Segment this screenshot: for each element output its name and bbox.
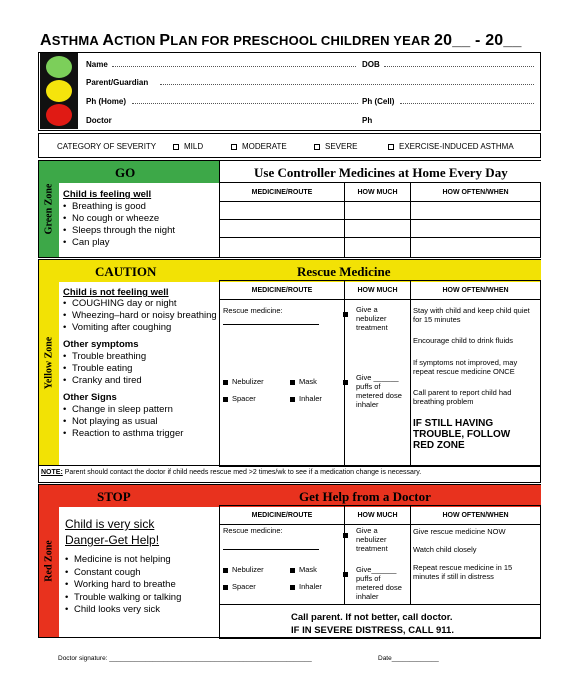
- parent-field[interactable]: [160, 77, 534, 85]
- yellow-rescue-line[interactable]: [223, 324, 319, 325]
- col-medicine: MEDICINE/ROUTE: [219, 182, 345, 202]
- severity-label: CATEGORY OF SEVERITY: [57, 142, 157, 151]
- red-rescue-line[interactable]: [223, 549, 319, 550]
- red-call-2: IF IN SEVERE DISTRESS, CALL 911.: [291, 625, 454, 636]
- list-item: • Change in sleep pattern: [63, 404, 218, 416]
- doctor-label: Doctor: [86, 116, 112, 125]
- col-medicine: MEDICINE/ROUTE: [219, 280, 345, 300]
- green-zone: [38, 160, 541, 258]
- yellow-when-4: Call parent to report child had breathing problem: [413, 388, 512, 406]
- doctor-ph-label: Ph: [362, 116, 373, 125]
- yellow-symptoms: [63, 287, 218, 440]
- list-item: • Trouble walking or talking: [65, 592, 215, 605]
- green-subtitle: Child is feeling well: [63, 189, 152, 200]
- checkbox-icon: [173, 144, 179, 150]
- green-often-cell-2[interactable]: [410, 219, 541, 238]
- name-field[interactable]: [112, 59, 356, 67]
- red-inhaler-check[interactable]: Inhaler: [290, 582, 322, 591]
- severity-mild[interactable]: MILD: [173, 142, 203, 151]
- page-title: ASTHMA ACTION PLAN FOR PRESCHOOL CHILDREN YEAR 20__ - 20__: [40, 32, 522, 49]
- caution-header: CAUTION Rescue Medicine: [59, 260, 541, 282]
- green-med-cell-2[interactable]: [219, 219, 345, 238]
- green-much-cell-1[interactable]: [344, 201, 411, 220]
- dob-label: DOB: [362, 60, 380, 69]
- green-often-cell-1[interactable]: [410, 201, 541, 220]
- red-check-2[interactable]: [343, 566, 352, 584]
- col-how-often: HOW OFTEN/WHEN: [410, 505, 541, 525]
- yellow-inhaler-check[interactable]: Inhaler: [290, 394, 322, 403]
- red-how-much-1: Give a nebulizer treatment: [356, 526, 388, 553]
- yellow-nebulizer-check[interactable]: Nebulizer: [223, 377, 264, 386]
- col-how-much: HOW MUCH: [344, 280, 411, 300]
- list-item: • Medicine is not helping: [65, 554, 215, 567]
- checkbox-icon: [290, 585, 295, 590]
- list-item: • Constant cough: [65, 567, 215, 580]
- severity-moderate[interactable]: MODERATE: [231, 142, 287, 151]
- list-item: • Reaction to asthma trigger: [63, 428, 218, 440]
- yellow-subtitle: Child is not feeling well: [63, 287, 169, 298]
- yellow-how-much-1: Give a nebulizer treatment: [356, 305, 388, 332]
- list-item: • Wheezing–hard or noisy breathing: [63, 310, 218, 322]
- date-field[interactable]: Date_____________: [378, 655, 439, 662]
- col-how-often: HOW OFTEN/WHEN: [410, 280, 541, 300]
- list-item: • Vomiting after coughing: [63, 322, 218, 334]
- red-when-3: Repeat rescue medicine in 15 minutes if still in distress: [413, 563, 513, 581]
- checkbox-icon: [223, 397, 228, 402]
- red-mask-check[interactable]: Mask: [290, 565, 317, 574]
- list-item: • Trouble breathing: [63, 351, 218, 363]
- green-med-cell-1[interactable]: [219, 201, 345, 220]
- green-med-cell-3[interactable]: [219, 237, 345, 258]
- green-much-cell-2[interactable]: [344, 219, 411, 238]
- yellow-zone: [38, 259, 541, 466]
- yellow-check-1[interactable]: [343, 306, 352, 324]
- yellow-light-icon: [46, 80, 72, 102]
- col-how-often: HOW OFTEN/WHEN: [410, 182, 541, 202]
- red-rescue-label: Rescue medicine:: [223, 526, 283, 535]
- green-light-icon: [46, 56, 72, 78]
- checkbox-icon: [290, 380, 295, 385]
- note-row: NOTE: Parent should contact the doctor if child needs rescue med >2 times/wk to see if a medication change is necessary.: [38, 466, 541, 483]
- ph-cell-field[interactable]: [400, 96, 534, 104]
- list-item: • Sleeps through the night: [63, 225, 218, 237]
- other-signs-title: Other Signs: [63, 392, 117, 403]
- list-item: • Trouble eating: [63, 363, 218, 375]
- red-subtitle-2: Danger-Get Help!: [65, 533, 160, 547]
- ph-home-label: Ph (Home): [86, 97, 126, 106]
- controller-header: Use Controller Medicines at Home Every Day: [219, 161, 541, 183]
- yellow-mask-check[interactable]: Mask: [290, 377, 317, 386]
- name-label: Name: [86, 60, 108, 69]
- ph-cell-label: Ph (Cell): [362, 97, 395, 106]
- col-medicine: MEDICINE/ROUTE: [219, 505, 345, 525]
- checkbox-icon: [388, 144, 394, 150]
- severity-severe[interactable]: SEVERE: [314, 142, 357, 151]
- red-when-2: Watch child closely: [413, 545, 477, 554]
- yellow-zone-side: Yellow Zone: [39, 260, 59, 465]
- doctor-signature-field[interactable]: Doctor signature: ________________________________________________________: [58, 655, 312, 662]
- checkbox-icon: [314, 144, 320, 150]
- list-item: • Not playing as usual: [63, 416, 218, 428]
- yellow-check-2[interactable]: [343, 374, 352, 392]
- red-nebulizer-check[interactable]: Nebulizer: [223, 565, 264, 574]
- col-how-much: HOW MUCH: [344, 505, 411, 525]
- parent-label: Parent/Guardian: [86, 78, 149, 87]
- list-item: • Working hard to breathe: [65, 579, 215, 592]
- yellow-rescue-label: Rescue medicine:: [223, 306, 283, 315]
- checkbox-icon: [290, 397, 295, 402]
- green-symptoms: [63, 189, 218, 249]
- list-item: • COUGHING day or night: [63, 298, 218, 310]
- stop-header: STOP Get Help from a Doctor: [59, 485, 541, 507]
- red-light-icon: [46, 104, 72, 126]
- green-much-cell-3[interactable]: [344, 237, 411, 258]
- red-when-1: Give rescue medicine NOW: [413, 527, 506, 536]
- yellow-when-3: If symptoms not improved, may repeat rescue medicine ONCE: [413, 358, 518, 376]
- other-symptoms-title: Other symptoms: [63, 339, 139, 350]
- checkbox-icon: [343, 533, 348, 538]
- checkbox-icon: [290, 568, 295, 573]
- checkbox-icon: [343, 312, 348, 317]
- red-zone-side: Red Zone: [39, 485, 59, 637]
- ph-home-field[interactable]: [132, 96, 358, 104]
- col-how-much: HOW MUCH: [344, 182, 411, 202]
- list-item: • Breathing is good: [63, 201, 218, 213]
- yellow-when-2: Encourage child to drink fluids: [413, 336, 514, 345]
- yellow-how-much-2: Give ______ puffs of metered dose inhaler: [356, 373, 402, 409]
- checkbox-icon: [223, 380, 228, 385]
- red-zone: [38, 484, 541, 638]
- checkbox-icon: [343, 572, 348, 577]
- severity-exercise[interactable]: EXERCISE-INDUCED ASTHMA: [388, 142, 514, 151]
- green-often-cell-3[interactable]: [410, 237, 541, 258]
- red-subtitle-1: Child is very sick: [65, 517, 155, 531]
- go-header: GO: [59, 161, 219, 183]
- yellow-when-1: Stay with child and keep child quiet for 15 minutes: [413, 306, 530, 324]
- red-call-1: Call parent. If not better, call doctor.: [291, 612, 453, 623]
- list-item: • No cough or wheeze: [63, 213, 218, 225]
- list-item: • Can play: [63, 237, 218, 249]
- dob-field[interactable]: [384, 59, 534, 67]
- checkbox-icon: [343, 380, 348, 385]
- red-symptoms: [65, 517, 215, 617]
- list-item: • Cranky and tired: [63, 375, 218, 387]
- checkbox-icon: [231, 144, 237, 150]
- red-how-much-2: Give______ puffs of metered dose inhaler: [356, 565, 402, 601]
- list-item: • Child looks very sick: [65, 604, 215, 617]
- red-spacer-check[interactable]: Spacer: [223, 582, 256, 591]
- red-check-1[interactable]: [343, 527, 352, 545]
- yellow-when-5: IF STILL HAVING TROUBLE, FOLLOW RED ZONE: [413, 418, 511, 451]
- checkbox-icon: [223, 585, 228, 590]
- yellow-spacer-check[interactable]: Spacer: [223, 394, 256, 403]
- green-zone-side: Green Zone: [39, 161, 59, 257]
- severity-row: [38, 133, 541, 158]
- checkbox-icon: [223, 568, 228, 573]
